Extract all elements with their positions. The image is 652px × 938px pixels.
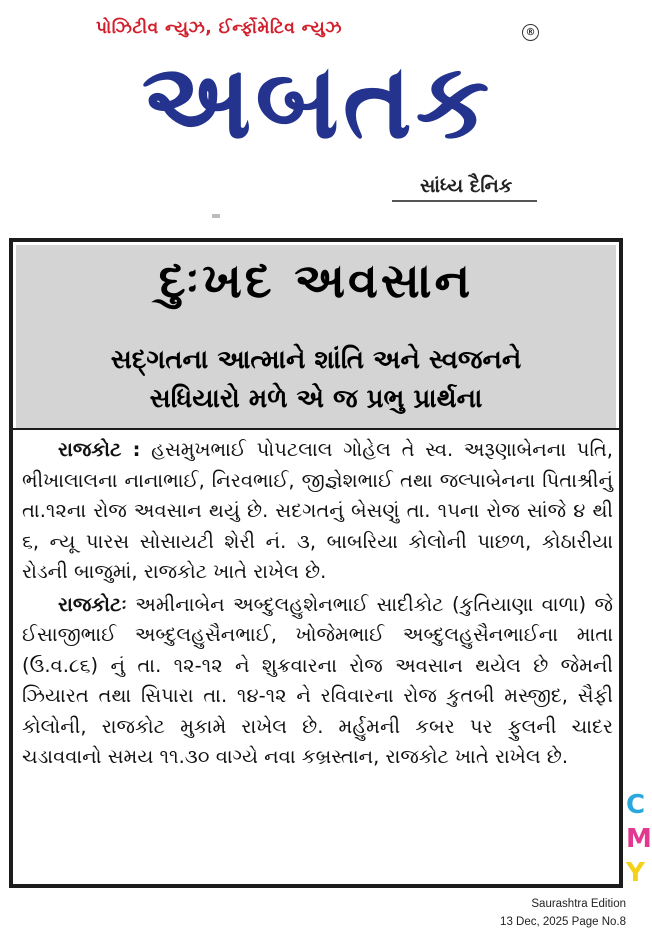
notice-body xyxy=(22,435,613,773)
obituary-notice-box xyxy=(9,238,623,888)
newspaper-logo: અબતક xyxy=(141,40,494,162)
cyan-fragment: C xyxy=(626,790,646,820)
print-mark xyxy=(212,214,220,218)
page-footer xyxy=(500,895,626,931)
entry-city: રાજકોટઃ xyxy=(58,592,127,616)
obituary-entry xyxy=(22,435,613,588)
entry-city: રાજકોટ : xyxy=(58,438,141,461)
entry-text: હસમુખભાઈ પોપટલાલ ગોહેલ તે સ્વ. અરૂણાબેનના પતિ, ભીખાલાલના નાનાભાઈ, નિરવભાઈ, જીજ્ઞેશભાઈ તથા જલ્પાબેનના પિતાશ્રીનું તા.૧૨ના રોજ અવસાન થયું છે. સદગતનું બેસણું તા. ૧૫ના રોજ સાંજે ૪ થી ૬, ન્યૂ પારસ સોસાયટી શેરી નં. ૩, બાબરિયા કોલોની પાછળ, કોઠારીયા રોડની બાજુમાં, રાજકોટ ખાતે રાખેલ છે. xyxy=(22,438,613,583)
masthead-tagline: પોઝિટીવ ન્યુઝ, ઈર્ન્ફોમેટિવ ન્યુઝ xyxy=(96,18,342,38)
subhead-line-1: સદ્ગતના આત્માને શાંતિ અને સ્વજનને xyxy=(110,345,522,375)
edition-type-label: સાંધ્ય દૈનિક xyxy=(420,175,513,197)
notice-subheadline xyxy=(16,341,616,419)
yellow-fragment: Y xyxy=(626,858,645,888)
notice-header-band xyxy=(16,245,616,428)
registered-trademark-icon: ® xyxy=(522,24,539,41)
masthead xyxy=(0,0,635,215)
subhead-line-2: સધિયારો મળે એ જ પ્રભુ પ્રાર્થના xyxy=(149,384,483,414)
notice-headline: દુઃખદ અવસાન xyxy=(158,253,474,309)
obituary-entry xyxy=(22,590,613,773)
magenta-fragment: M xyxy=(626,824,652,854)
header-divider xyxy=(13,428,619,430)
edition-label: Saurashtra Edition xyxy=(531,898,626,910)
masthead-underline xyxy=(392,200,537,202)
date-page-label: 13 Dec, 2025 Page No.8 xyxy=(500,916,626,928)
entry-text: અમીનાબેન અબ્દુલહુશેનભાઈ સાદીકોટ (કુતિયાણા વાળા) જે ઈસાજીભાઈ અબ્દુલહુસૈનભાઈ, ખોજેમભાઈ અબ્દુલહુસૈનભાઈના માતા (ઉ.વ.૮૬) નું તા. ૧૨-૧૨ ને શુક્રવારના રોજ અવસાન થયેલ છે જેમની ઝિયારત તથા સિપારા તા. ૧૪-૧૨ ને રવિવારના રોજ કુતબી મસ્જીદ, સૈફી કોલોની, રાજકોટ મુકામે રાખેલ છે. મર્હુમની કબર પર ફુલની ચાદર ચડાવવાનો સમય ૧૧.૩૦ વાગ્યે નવા કબ્રસ્તાન, રાજકોટ ખાતે રાખેલ છે. xyxy=(22,592,613,768)
